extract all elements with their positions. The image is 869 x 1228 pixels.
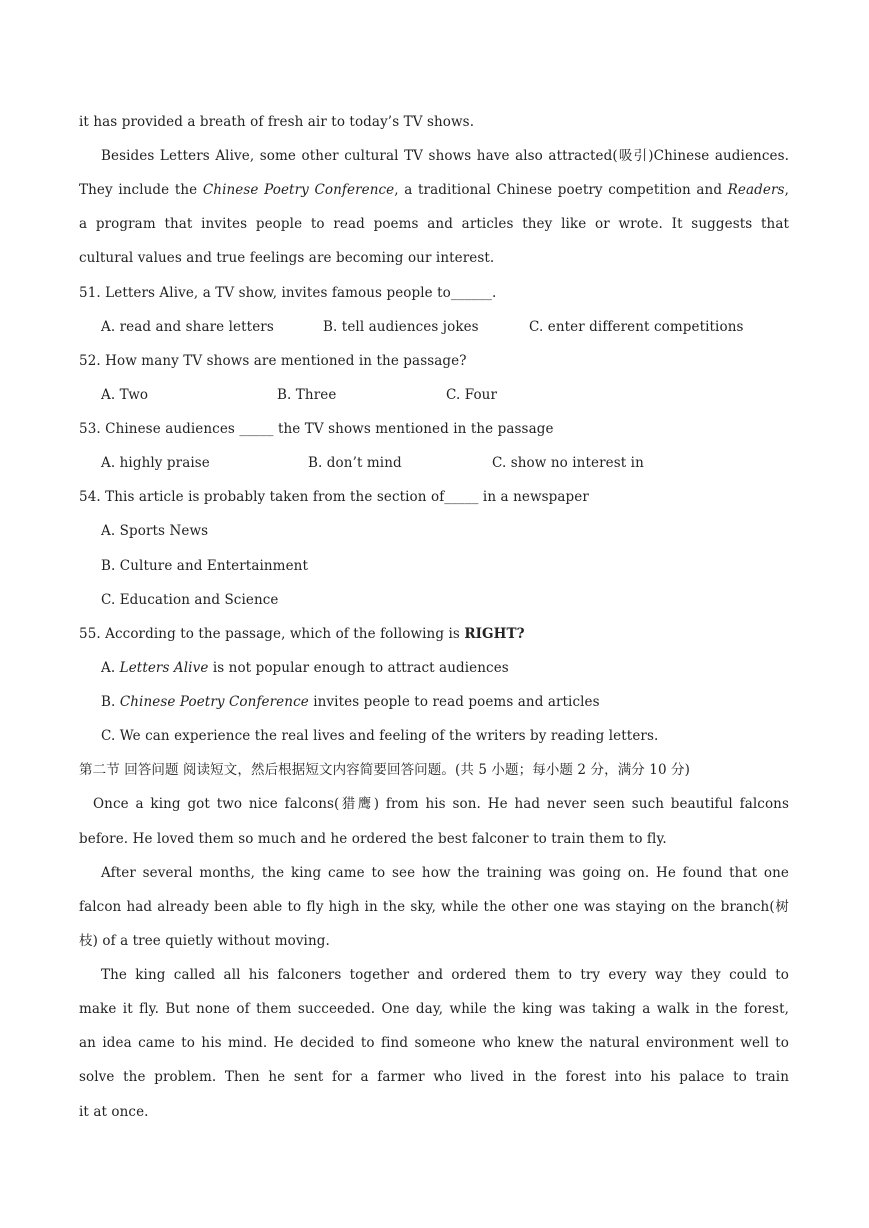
text-run: , a traditional Chinese poetry competition and: [394, 182, 728, 198]
question-options: [101, 453, 789, 473]
passage-line: cultural values and true feelings are becoming our interest.: [79, 250, 495, 266]
passage-line: After several months, the king came to see how the training was going on. He found that one: [101, 865, 789, 881]
passage-line: falcon had already been able to fly high in the sky, while the other one was staying on the branch(树: [79, 899, 789, 915]
option-c: C. We can experience the real lives and feeling of the writers by reading letters.: [101, 728, 659, 744]
option-c: C. show no interest in: [492, 455, 644, 471]
option-c: C. Education and Science: [101, 592, 279, 608]
passage-line: it at once.: [79, 1104, 149, 1120]
option-a: [101, 658, 789, 678]
option-b: B. tell audiences jokes: [323, 319, 479, 335]
option-b: [101, 692, 789, 712]
section-heading: 第二节 回答问题 阅读短文，然后根据短文内容简要回答问题。(共 5 小题；每小题 2 分，满分 10 分): [79, 762, 691, 778]
option-b: B. don’t mind: [308, 455, 402, 471]
option-c: C. enter different competitions: [529, 319, 744, 335]
text-run: is not popular enough to attract audiences: [208, 660, 509, 676]
passage-line: before. He loved them so much and he ordered the best falconer to train them to fly.: [79, 831, 667, 847]
passage-line: Once a king got two nice falcons(猎鹰) from his son. He had never seen such beautiful falcons: [93, 796, 789, 812]
question-options: [101, 317, 789, 337]
option-a: A. read and share letters: [101, 319, 274, 335]
passage-line: 枝) of a tree quietly without moving.: [79, 933, 330, 949]
question-stem: 51. Letters Alive, a TV show, invites famous people to______.: [79, 285, 497, 301]
passage-line: The king called all his falconers together and ordered them to try every way they could to: [101, 967, 789, 983]
option-a: A. Two: [101, 387, 149, 403]
text-run: 55. According to the passage, which of the following is: [79, 626, 465, 642]
option-a: A. Sports News: [101, 523, 209, 539]
option-letter: A.: [101, 660, 120, 676]
show-title: Readers: [727, 182, 785, 198]
question-stem: 53. Chinese audiences _____ the TV shows mentioned in the passage: [79, 421, 554, 437]
show-title: Chinese Poetry Conference: [202, 182, 395, 198]
passage-line: it has provided a breath of fresh air to today’s TV shows.: [79, 114, 475, 130]
option-a: A. highly praise: [101, 455, 210, 471]
show-title: Letters Alive: [119, 660, 209, 676]
question-stem: [79, 624, 789, 644]
passage-line: Besides Letters Alive, some other cultural TV shows have also attracted(吸引)Chinese audiences.: [101, 148, 789, 164]
text-run: ,: [784, 182, 789, 198]
option-b: B. Culture and Entertainment: [101, 558, 308, 574]
passage-line: a program that invites people to read poems and articles they like or wrote. It suggests that: [79, 216, 789, 232]
show-title: Chinese Poetry Conference: [119, 694, 309, 710]
question-stem: 52. How many TV shows are mentioned in the passage?: [79, 353, 467, 369]
passage-line: an idea came to his mind. He decided to find someone who knew the natural environment well to: [79, 1035, 789, 1051]
question-options: [101, 385, 789, 405]
passage-line: make it fly. But none of them succeeded. One day, while the king was taking a walk in the forest,: [79, 1001, 789, 1017]
passage-line: [79, 180, 789, 200]
passage-line: solve the problem. Then he sent for a farmer who lived in the forest into his palace to train: [79, 1069, 789, 1085]
text-run: invites people to read poems and articles: [308, 694, 600, 710]
option-letter: B.: [101, 694, 120, 710]
question-stem: 54. This article is probably taken from the section of_____ in a newspaper: [79, 489, 589, 505]
option-c: C. Four: [446, 387, 498, 403]
option-b: B. Three: [277, 387, 337, 403]
text-run: They include the: [79, 182, 203, 198]
emphasis: RIGHT?: [464, 626, 525, 642]
